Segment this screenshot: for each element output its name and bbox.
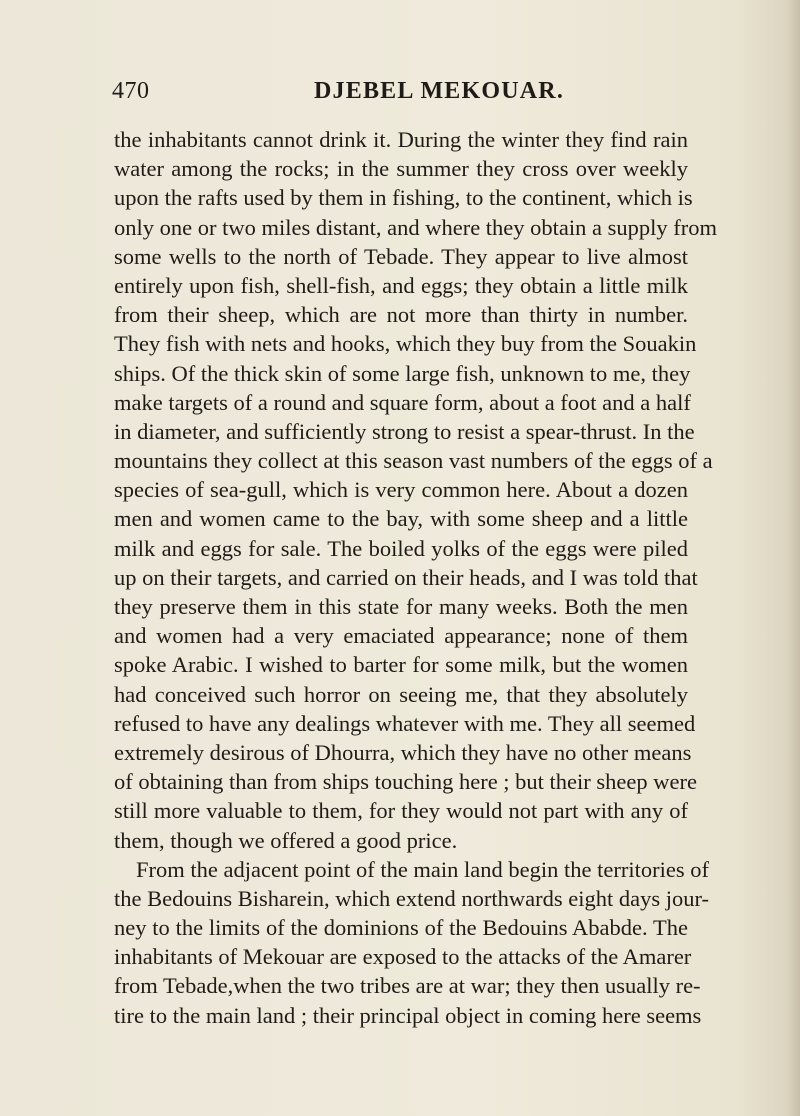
text-line: refused to have any dealings whatever with me. They all seemed bbox=[114, 710, 696, 736]
text-line: extremely desirous of Dhourra, which they have no other means bbox=[114, 739, 692, 765]
text-line: They fish with nets and hooks, which they buy from the Souakin bbox=[114, 331, 697, 357]
text-line: milk and eggs for sale. The boiled yolks of the eggs were piled bbox=[114, 535, 688, 561]
text-line: still more valuable to them, for they would not part with any of bbox=[114, 798, 688, 824]
text-line-paragraph-end: them, though we offered a good price. bbox=[114, 827, 458, 853]
text-line: only one or two miles distant, and where they obtain a supply from bbox=[114, 214, 718, 240]
text-line: from Tebade,when the two tribes are at war; they then usually re- bbox=[114, 973, 701, 999]
text-line: men and women came to the bay, with some sheep and a little bbox=[114, 506, 688, 532]
text-line: tire to the main land ; their principal object in coming here seems bbox=[114, 1002, 702, 1028]
text-line: mountains they collect at this season vast numbers of the eggs of a bbox=[114, 448, 713, 474]
text-line: the inhabitants cannot drink it. During the winter they find rain bbox=[114, 127, 688, 152]
text-line: and women had a very emaciated appearance; none of them bbox=[114, 623, 688, 649]
text-line: they preserve them in this state for many weeks. Both the men bbox=[114, 594, 688, 619]
text-line: ships. Of the thick skin of some large fish, unknown to me, they bbox=[114, 360, 691, 386]
text-line: up on their targets, and carried on their heads, and I was told that bbox=[114, 564, 698, 590]
text-line: entirely upon fish, shell-fish, and eggs; they obtain a little milk bbox=[114, 272, 688, 298]
text-line: spoke Arabic. I wished to barter for some milk, but the women bbox=[114, 652, 688, 678]
chapter-title: DJEBEL MEKOUAR. bbox=[314, 78, 565, 104]
text-line: ney to the limits of the dominions of the Bedouins Ababde. The bbox=[114, 915, 688, 941]
running-head bbox=[0, 78, 800, 112]
page-edge-shadow bbox=[786, 0, 800, 1116]
text-line: water among the rocks; in the summer they cross over weekly bbox=[114, 156, 688, 182]
text-line: some wells to the north of Tebade. They appear to live almost bbox=[114, 243, 688, 269]
text-line: from their sheep, which are not more than thirty in number. bbox=[114, 302, 688, 328]
text-line: make targets of a round and square form, about a foot and a half bbox=[114, 389, 691, 415]
text-line: of obtaining than from ships touching here ; but their sheep were bbox=[114, 769, 697, 795]
text-line-paragraph-start: From the adjacent point of the main land begin the territories of bbox=[136, 856, 709, 882]
page-number: 470 bbox=[112, 78, 150, 104]
text-line: species of sea-gull, which is very common here. About a dozen bbox=[114, 477, 688, 503]
body-text bbox=[114, 125, 718, 1030]
text-line: had conceived such horror on seeing me, that they absolutely bbox=[114, 681, 688, 707]
text-line: the Bedouins Bisharein, which extend northwards eight days jour- bbox=[114, 885, 710, 911]
text-line: in diameter, and sufficiently strong to resist a spear-thrust. In the bbox=[114, 418, 695, 444]
text-line: upon the rafts used by them in fishing, to the continent, which is bbox=[114, 185, 693, 211]
text-line: inhabitants of Mekouar are exposed to the attacks of the Amarer bbox=[114, 944, 692, 970]
